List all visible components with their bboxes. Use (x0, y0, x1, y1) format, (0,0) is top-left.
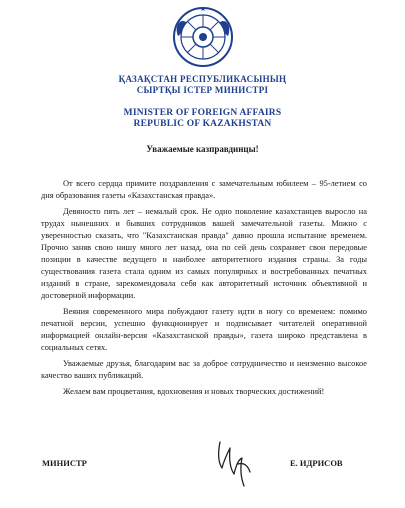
letter-paragraph: Желаем вам процветания, вдохновения и новых творческих достижений! (63, 387, 325, 396)
letter-paragraph: Уважаемые друзья, благодарим вас за доброе сотрудничество и неизменно высокое качество ваших публикаций. (41, 359, 367, 380)
ministry-name-english-line-1: MINISTER OF FOREIGN AFFAIRS (123, 108, 282, 118)
ministry-name-english-line-2: REPUBLIC OF KAZAKHSTAN (133, 119, 272, 129)
handwritten-signature (214, 438, 254, 490)
ministry-name-kazakh-line-1: ҚАЗАҚСТАН РЕСПУБЛИКАСЫНЫҢ (118, 74, 287, 84)
letter-greeting: Уважаемые казправдинцы! (146, 144, 259, 154)
ministry-name-kazakh-line-2: СЫРТҚЫ ІСТЕР МИНИСТРІ (136, 85, 269, 95)
signatory-name: Е. ИДРИСОВ (290, 458, 343, 468)
signatory-title: МИНИСТР (42, 458, 87, 468)
state-emblem-icon (172, 6, 234, 68)
letter-paragraph: От всего сердца примите поздравления с замечательным юбилеем – 95-летием со дня образования газеты «Казахстанская правда». (41, 179, 367, 200)
letter-body (41, 178, 367, 402)
letter-paragraph: Веяния современного мира побуждают газету идти в ногу со временем: помимо печатной версии, успешно функционирует и подписывает читателей оперативной информацией онлайн-версия «Казахстанской правды», газета широко представлена в социальных сетях. (41, 307, 367, 352)
letter-paragraph: Девяносто пять лет – немалый срок. Не одно поколение казахстанцев выросло на трудах нынешних и бывших сотрудников вашей замечательной газеты. Можно с уверенностью сказать, что "Казахстанская правда" давно прошла испытание временем. Прочно заняв свою нишу много лет назад, она по сей день сохраняет свои передовые позиции в качестве ведущего и наиболее авторитетного издания страны. За годы существования газета стала одним из самых популярных и востребованных печатных изданий в стране, зарекомендовала себя как авторитетный источник объективной и достоверной информации. (41, 207, 367, 300)
